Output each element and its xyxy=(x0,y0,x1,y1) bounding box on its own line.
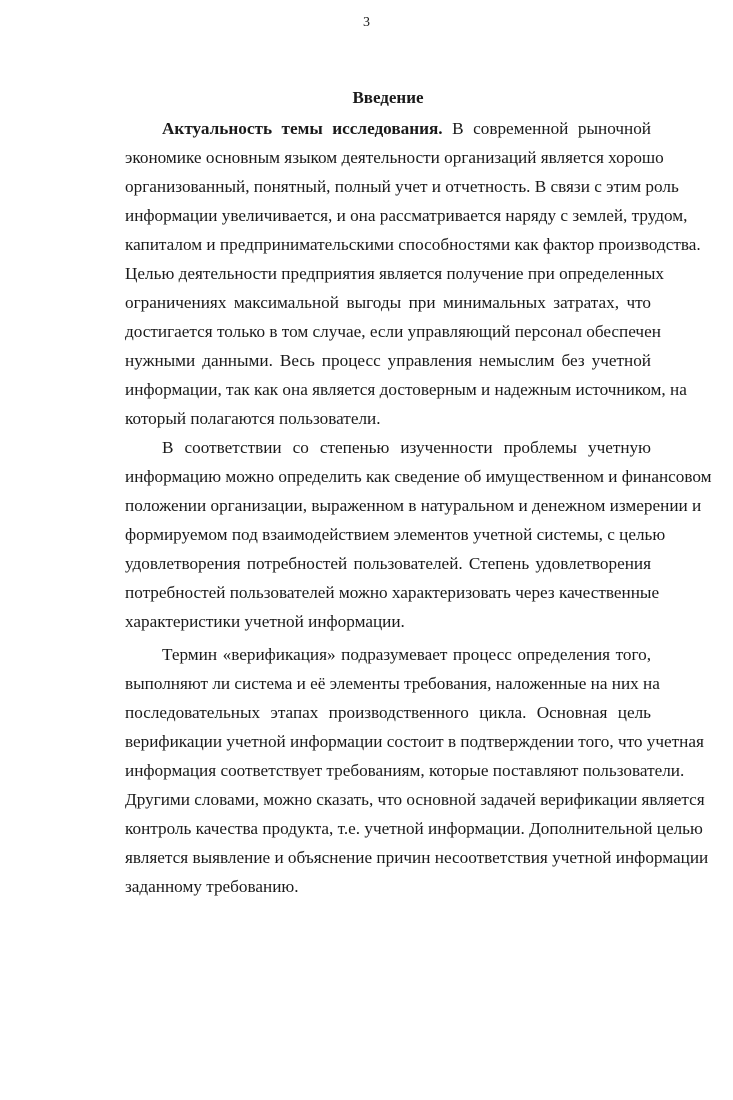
text-line: информацию можно определить как сведение об имущественном и финансовом xyxy=(125,467,712,486)
text-line: формируемом под взаимодействием элементов учетной системы, с целью xyxy=(125,525,666,544)
text-line: капиталом и предпринимательскими способностями как фактор производства. xyxy=(125,235,701,254)
text-line: ограничениях максимальной выгоды при минимальных затратах, что xyxy=(125,293,651,312)
text-line: нужными данными. Весь процесс управления немыслим без учетной xyxy=(125,351,651,370)
text-line: выполняют ли система и её элементы требования, наложенные на них на xyxy=(125,674,660,693)
paragraph-verification xyxy=(125,640,709,901)
text-line: Другими словами, можно сказать, что основной задачей верификации является xyxy=(125,790,705,809)
text-line: который полагаются пользователи. xyxy=(125,409,381,428)
text-line: достигается только в том случае, если управляющий персонал обеспечен xyxy=(125,322,661,341)
text-line xyxy=(125,114,651,143)
text-line: потребностей пользователей можно характеризовать через качественные xyxy=(125,583,660,602)
paragraph-relevance xyxy=(125,114,701,433)
text-line: информации увеличивается, и она рассматривается наряду с землей, трудом, xyxy=(125,206,688,225)
text-line: заданному требованию. xyxy=(125,877,299,896)
text-line: характеристики учетной информации. xyxy=(125,612,405,631)
text-line: экономике основным языком деятельности организаций является хорошо xyxy=(125,148,664,167)
text-line: В соответствии со степенью изученности проблемы учетную xyxy=(162,438,651,457)
text-line: является выявление и объяснение причин несоответствия учетной информации xyxy=(125,848,709,867)
text-line: Термин «верификация» подразумевает процесс определения того, xyxy=(162,645,651,664)
text-line: информации, так как она является достоверным и надежным источником, на xyxy=(125,380,687,399)
text-line: Целью деятельности предприятия является получение при определенных xyxy=(125,264,665,283)
text-line: организованный, понятный, полный учет и отчетность. В связи с этим роль xyxy=(125,177,679,196)
text-line: удовлетворения потребностей пользователей. Степень удовлетворения xyxy=(125,554,651,573)
text-line: последовательных этапах производственного цикла. Основная цель xyxy=(125,703,651,722)
text-line: информация соответствует требованиям, которые поставляют пользователи. xyxy=(125,761,685,780)
section-heading: Введение xyxy=(352,88,424,107)
lead-bold-text: Актуальность темы исследования. xyxy=(162,119,443,138)
text-line: верификации учетной информации состоит в подтверждении того, что учетная xyxy=(125,732,704,751)
page-number: 3 xyxy=(363,15,370,30)
text-line: положении организации, выраженном в натуральном и денежном измерении и xyxy=(125,496,702,515)
line-text: В современной рыночной xyxy=(442,119,651,138)
text-line: контроль качества продукта, т.е. учетной информации. Дополнительной целью xyxy=(125,819,703,838)
paragraph-study-degree xyxy=(125,433,712,636)
